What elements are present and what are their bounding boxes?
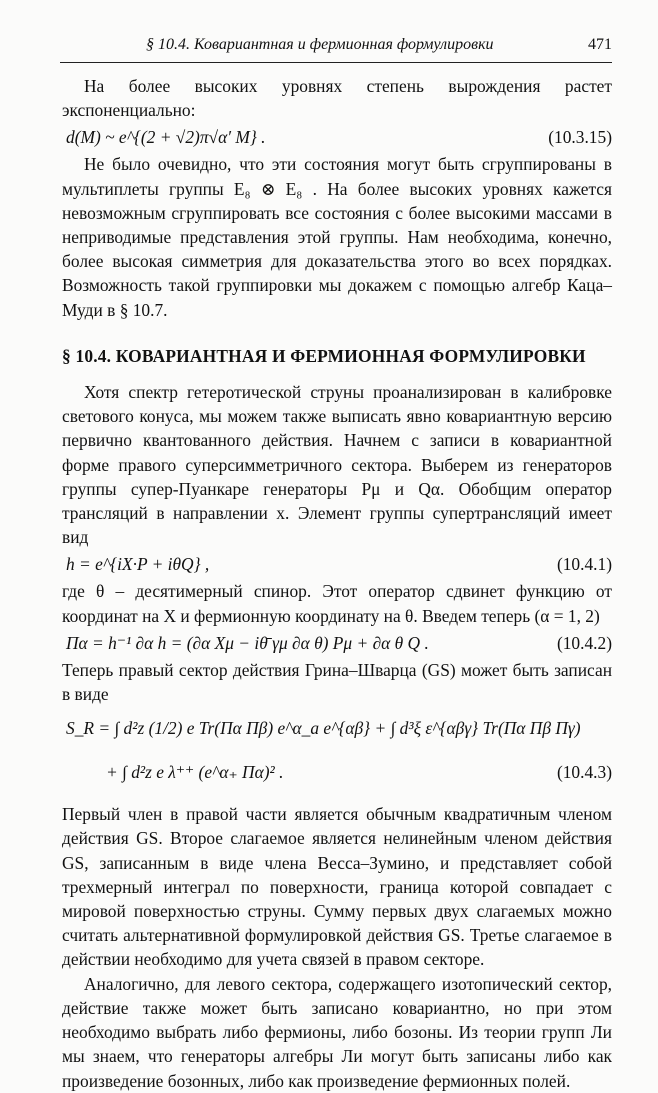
header-rule — [60, 62, 612, 63]
equation-line-1: S_R = ∫ d²z (1/2) e Tr(Πα Πβ) e^α_a e^{αβ} + ∫ d³ξ ε^{αβγ} Tr(Πα Πβ Πγ) — [66, 718, 581, 739]
paragraph-4: где θ – десятимерный спинор. Этот оператор сдвинет функцию от координат на X и фермионную координату на θ. Введем теперь (α = 1, 2) — [62, 581, 612, 626]
equation-number: (10.4.2) — [556, 632, 612, 653]
section-heading: § 10.4. КОВАРИАНТНАЯ И ФЕРМИОННАЯ ФОРМУЛИРОВКИ — [62, 345, 586, 366]
paragraph-7: Аналогично, для левого сектора, содержащего изотопический сектор, действие также может быть записано ковариантно, но при этом необходимо выбрать либо фермионы, либо бозоны. Из теории групп Ли мы знаем, что генераторы алгебры Ли могут быть записаны либо как произведение бозонных, либо как произведение фермионных полей. — [62, 973, 612, 1091]
paragraph-5: Теперь правый сектор действия Грина–Шварца (GS) может быть записан в виде — [62, 659, 612, 705]
equation-10-3-15 — [62, 122, 612, 152]
equation-10-4-1 — [62, 549, 612, 579]
page-number: 471 — [588, 36, 612, 53]
equation-number: (10.4.3) — [556, 762, 612, 783]
equation-number: (10.3.15) — [548, 127, 612, 148]
running-header — [60, 36, 612, 58]
equation-10-4-2 — [62, 628, 612, 658]
paragraph-6: Первый член в правой части является обычным квадратичным членом действия GS. Второе слагаемое является нелинейным членом действия GS, записанным в виде члена Весса–Зумино, и представляет собой трехмерный интеграл по поверхности, граница которой совпадает с мировой поверхностью струны. Сумму первых двух слагаемых можно считать альтернативной формулировкой действия GS. Третье слагаемое в действии необходимо для учета связей в правом секторе. — [62, 804, 612, 970]
paragraph-3: Хотя спектр гетеротической струны проанализирован в калибровке светового конуса, мы можем также выписать явно ковариантную версию первично квантованного действия. Начнем с записи в ковариантной форме правого суперсимметричного сектора. Выберем из генераторов группы супер-Пуанкаре генераторы Pμ и Qα. Обобщим оператор трансляций в направлении x. Элемент группы супертрансляций имеет вид — [62, 382, 612, 548]
equation-line-2: + ∫ d²z e λ⁺⁺ (e^α₊ Πα)² . — [106, 762, 284, 783]
equation-expr: Πα = h⁻¹ ∂α h = (∂α Xμ − iθ̄ γμ ∂α θ) Pμ + ∂α θ Q . — [66, 632, 429, 653]
equation-expr: h = e^{iX·P + iθQ} , — [66, 554, 210, 575]
page-body — [62, 74, 612, 1093]
equation-expr: d(M) ~ e^{(2 + √2)π√α′ M} . — [66, 127, 266, 148]
paragraph-2: Не было очевидно, что эти состояния могут быть сгруппированы в мультиплеты группы E₈ ⊗ E₈ . На более высоких уровнях кажется невозможным сгруппировать все состояния с более высокими массами в неприводимые представления этой группы. Нам необходима, конечно, более высокая симметрия для доказательства этого во всех порядках. Возможность такой группировки мы докажем с помощью алгебр Каца–Муди в § 10.7. — [62, 154, 612, 320]
paragraph-1: На более высоких уровнях степень вырождения растет экспоненциально: — [62, 76, 612, 121]
equation-number: (10.4.1) — [556, 554, 612, 575]
header-title: § 10.4. Ковариантная и фермионная формулировки — [146, 36, 494, 53]
equation-10-4-3 — [62, 716, 612, 790]
